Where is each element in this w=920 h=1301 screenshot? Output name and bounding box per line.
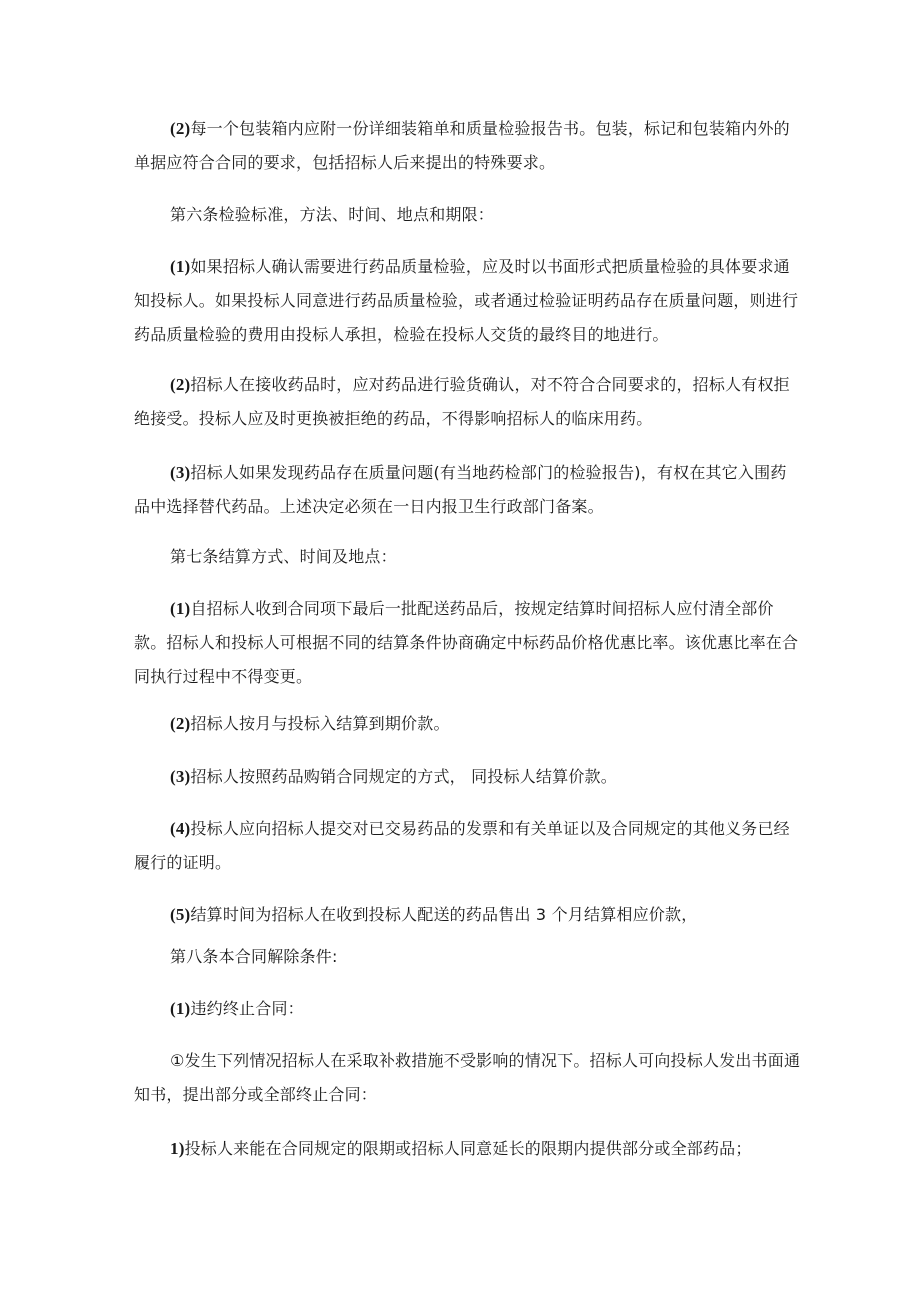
- paragraph-text: ①发生下列情况招标人在采取补救措施不受影响的情况下。招标人可向投标人发出书面通知书，提出部分或全部终止合同：: [134, 1051, 801, 1104]
- item-number: (3): [170, 767, 191, 786]
- item-number: (1): [170, 257, 191, 276]
- paragraph-text: 第八条本合同解除条件:: [170, 947, 338, 966]
- paragraph-termination-notice: [134, 1044, 802, 1112]
- paragraph-breach-termination: [134, 992, 802, 1026]
- paragraph-monthly-settlement: [134, 707, 802, 741]
- item-number: (5): [170, 905, 191, 924]
- item-number: (2): [170, 714, 191, 733]
- paragraph-text: 第七条结算方式、时间及地点：: [170, 547, 397, 566]
- item-number: (1): [170, 999, 191, 1018]
- paragraph-substitute-drugs: [134, 456, 802, 524]
- article-7-heading: [134, 540, 802, 574]
- paragraph-acceptance: [134, 368, 802, 436]
- paragraph-text: 投标人来能在合同规定的限期或招标人同意延长的限期内提供部分或全部药品；: [184, 1139, 752, 1158]
- item-number: (2): [170, 119, 191, 138]
- item-number: (4): [170, 819, 191, 838]
- paragraph-invoices: [134, 812, 802, 880]
- paragraph-text: 每一个包装箱内应附一份详细装箱单和质量检验报告书。包装，标记和包装箱内外的单据应符合合同的要求，包括招标人后来提出的特殊要求。: [134, 119, 790, 172]
- item-number: 1): [170, 1139, 185, 1158]
- paragraph-text: 招标人按照药品购销合同规定的方式， 同投标人结算价款。: [190, 767, 617, 786]
- paragraph-settlement-time: [134, 898, 802, 932]
- paragraph-text: 结算时间为招标人在收到投标人配送的药品售出 3 个月结算相应价款，: [190, 905, 698, 924]
- paragraph-quality-inspection: [134, 250, 802, 352]
- article-8-heading: [134, 940, 802, 974]
- item-number: (1): [170, 599, 191, 618]
- paragraph-text: 自招标人收到合同项下最后一批配送药品后，按规定结算时间招标人应付清全部价款。招标人和投标人可根据不同的结算条件协商确定中标药品价格优惠比率。该优惠比率在合同执行过程中不得变更。: [134, 599, 799, 686]
- paragraph-text: 违约终止合同：: [190, 999, 304, 1018]
- paragraph-payment-terms: [134, 592, 802, 694]
- paragraph-text: 投标人应向招标人提交对已交易药品的发票和有关单证以及合同规定的其他义务已经履行的证明。: [134, 819, 790, 872]
- article-6-heading: [134, 198, 802, 232]
- paragraph-text: 招标人按月与投标入结算到期价款。: [190, 714, 450, 733]
- paragraph-packing-list: [134, 112, 802, 180]
- paragraph-text: 招标人在接收药品时，应对药品进行验货确认，对不符合合同要求的，招标人有权拒绝接受。投标人应及时更换被拒绝的药品，不得影响招标人的临床用药。: [134, 375, 790, 428]
- paragraph-text: 第六条检验标准，方法、时间、地点和期限：: [170, 205, 495, 224]
- paragraph-failure-to-supply: [134, 1132, 802, 1166]
- paragraph-text: 招标人如果发现药品存在质量问题(有当地药检部门的检验报告)，有权在其它入围药品中选择替代药品。上述决定必须在一日内报卫生行政部门备案。: [134, 463, 787, 516]
- item-number: (3): [170, 463, 191, 482]
- paragraph-settlement-method: [134, 760, 802, 794]
- paragraph-text: 如果招标人确认需要进行药品质量检验，应及时以书面形式把质量检验的具体要求通知投标人。如果投标人同意进行药品质量检验，或者通过检验证明药品存在质量问题，则进行药品质量检验的费用由投标人承担，检验在投标人交货的最终目的地进行。: [134, 257, 799, 344]
- item-number: (2): [170, 375, 191, 394]
